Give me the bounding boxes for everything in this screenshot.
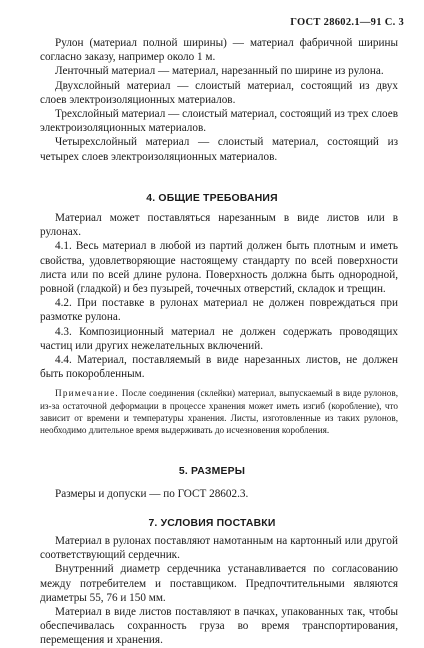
definition-roll: Рулон (материал полной ширины) — материал фабричной ширины согласно заказу, например около 1 м.: [40, 37, 398, 64]
definition-two-layer: Двухслойный материал — слоистый материал, состоящий из двух слоев электроизоляционных материалов.: [40, 79, 398, 106]
definition-tape: Ленточный материал — материал, нарезанный по ширине из рулона.: [55, 65, 384, 78]
section-4-body: [40, 211, 398, 436]
section-7-body: [40, 534, 398, 648]
clause-4-3: 4.3. Композиционный материал не должен содержать проводящих частиц или других нежелательных включений.: [40, 325, 398, 352]
section-4-note: [40, 387, 398, 436]
clause-4-1: 4.1. Весь материал в любой из партий должен быть плотным и иметь свойства, удовлетворяющие настоящему стандарту по всей поверхности листа или по всей длине рулона. Поверхность должна быть однородной, ровной (гладкой) и без пузырей, точечных отверстий, складок и трещин.: [40, 240, 398, 296]
note-text: После соединения (склейки) материал, выпускаемый в виде рулонов, из-за остаточной деформации в процессе хранения может иметь изгиб (коробление), что зависит от времени и температуры хранения. Листы, изготовленные из таких рулонов, необходимо длительное время выдерживать до исчезновения коробления.: [40, 388, 398, 436]
clause-4-4: 4.4. Материал, поставляемый в виде нарезанных листов, не должен быть покоробленным.: [40, 354, 398, 381]
section-4-intro: Материал может поставляться нарезанным в виде листов или в рулонах.: [40, 212, 398, 239]
clause-4-2: 4.2. При поставке в рулонах материал не должен повреждаться при размотке рулона.: [40, 297, 398, 324]
note-label: Примечание.: [55, 388, 119, 399]
section-5-title: 5. РАЗМЕРЫ: [178, 466, 246, 477]
section-5-text: Размеры и допуски — по ГОСТ 28602.3.: [55, 488, 249, 500]
section-7-para-3: Материал в виде листов поставляют в пачках, упакованных так, чтобы обеспечивалась сохранность груза во время транспортирования, перемещения и хранения.: [40, 606, 398, 647]
section-5-body: [40, 487, 398, 501]
section-4-title: 4. ОБЩИЕ ТРЕБОВАНИЯ: [146, 193, 278, 204]
definitions-block: [40, 36, 398, 164]
definition-three-layer: Трехслойный материал — слоистый материал, состоящий из трех слоев электроизоляционных материалов.: [40, 108, 398, 135]
section-7-para-1: Материал в рулонах поставляют намотанным на картонный или другой соответствующий сердечник.: [40, 535, 398, 562]
section-7-title: 7. УСЛОВИЯ ПОСТАВКИ: [148, 518, 276, 529]
page-header: ГОСТ 28602.1—91 С. 3: [290, 17, 404, 28]
section-7-para-2: Внутренний диаметр сердечника устанавливается по согласованию между потребителем и поставщиком. Предпочтительными являются диаметры 55, 76 и 150 мм.: [40, 563, 398, 604]
definition-four-layer: Четырехслойный материал — слоистый материал, состоящий из четырех слоев электроизоляционных материалов.: [40, 136, 398, 163]
